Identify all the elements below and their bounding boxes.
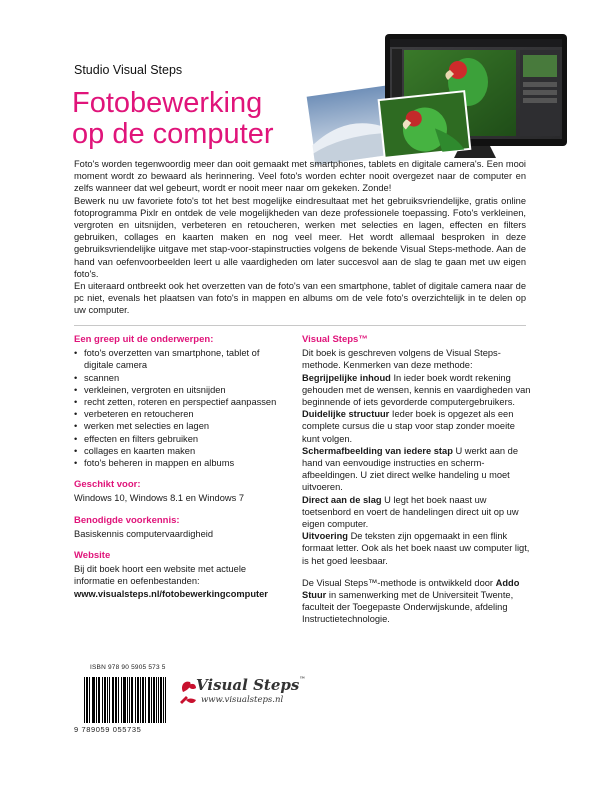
feature-text: In ieder boek wordt rekening gehouden met de wensen, kennis en vaardigheden van beginnende of iets gevorderde computergebruikers. bbox=[302, 372, 531, 408]
barcode-bar bbox=[145, 677, 146, 723]
suitable-text: Windows 10, Windows 8.1 en Windows 7 bbox=[74, 493, 244, 504]
logo-url: www.visualsteps.nl bbox=[201, 695, 284, 705]
list-item: • foto's beheren in mappen en albums bbox=[74, 457, 284, 469]
logo-name: Visual Steps bbox=[196, 676, 300, 694]
barcode-bar bbox=[156, 677, 157, 723]
website-heading: Website bbox=[74, 550, 111, 562]
barcode-bar bbox=[115, 677, 116, 723]
barcode-bar bbox=[112, 677, 113, 723]
barcode-bar bbox=[135, 677, 136, 723]
barcode-bar bbox=[140, 677, 141, 723]
feature-term: Direct aan de slag bbox=[302, 494, 382, 505]
barcode-bar bbox=[165, 677, 166, 723]
website-url[interactable]: www.visualsteps.nl/fotobewerkingcomputer bbox=[74, 588, 268, 599]
suitable-heading: Geschikt voor: bbox=[74, 479, 141, 491]
barcode-bar bbox=[143, 677, 144, 723]
feature-text: Ieder boek is opgezet als een complete cursus die u stap voor stap zonder moeite kunt volgen. bbox=[302, 409, 515, 444]
book-title bbox=[72, 88, 274, 150]
barcode-bar bbox=[107, 677, 108, 723]
feature-item bbox=[302, 530, 534, 567]
list-item: • werken met selecties en lagen bbox=[74, 420, 284, 432]
knowledge-block bbox=[74, 515, 284, 540]
barcode-bar bbox=[154, 677, 155, 723]
barcode-bar bbox=[131, 677, 132, 723]
barcode-bar bbox=[138, 677, 139, 723]
intro-paragraph: Foto's worden tegenwoordig meer dan ooit gemaakt met smartphones, tablets en digitale camera's. Een mooi moment wordt zo bewaard als herinnering. Veel foto's worden echter nooit overgezet naar de computer en zelfs wanneer dat wel gebeurt, wordt er nooit meer naar om gekeken. Zonde! bbox=[74, 159, 526, 194]
feature-term: Duidelijke structuur bbox=[302, 409, 390, 420]
feature-item bbox=[302, 445, 534, 494]
feature-item bbox=[302, 408, 534, 445]
barcode-icon bbox=[84, 677, 166, 723]
barcode-bar bbox=[123, 677, 124, 723]
barcode-bar bbox=[104, 677, 105, 723]
feature-item bbox=[302, 372, 534, 409]
knowledge-text: Basiskennis computervaardigheid bbox=[74, 528, 214, 539]
barcode-bar bbox=[124, 677, 125, 723]
barcode-bar bbox=[93, 677, 94, 723]
feature-term: Begrijpelijke inhoud bbox=[302, 372, 391, 383]
visual-steps-intro: Dit boek is geschreven volgens de Visual Steps-methode. Kenmerken van deze methode: bbox=[302, 348, 501, 371]
barcode-bar bbox=[118, 677, 119, 723]
barcode-bar bbox=[98, 677, 99, 723]
website-block bbox=[74, 550, 284, 600]
barcode-bar bbox=[142, 677, 143, 723]
intro-text bbox=[74, 158, 526, 317]
feature-item bbox=[302, 494, 534, 531]
barcode-bar bbox=[161, 677, 162, 723]
feature-text: De teksten zijn opgemaakt in een flink formaat letter. Ook als het boek naast uw computer ligt, is het goed leesbaar. bbox=[302, 531, 530, 566]
list-item: • scannen bbox=[74, 372, 284, 384]
barcode-bar bbox=[158, 677, 159, 723]
right-column bbox=[302, 334, 534, 626]
list-item: • verkleinen, vergroten en uitsnijden bbox=[74, 384, 284, 396]
logo-wordmark bbox=[196, 676, 305, 694]
barcode-bar bbox=[116, 677, 117, 723]
barcode-bar bbox=[102, 677, 103, 723]
isbn-label: ISBN 978 90 5905 573 5 bbox=[90, 664, 166, 671]
barcode-bar bbox=[127, 677, 128, 723]
barcode-bar bbox=[86, 677, 87, 723]
barcode-bar bbox=[105, 677, 106, 723]
website-text: Bij dit boek hoort een website met actuele informatie en oefenbestanden: bbox=[74, 564, 247, 587]
barcode-bar bbox=[160, 677, 161, 723]
barcode-bar bbox=[121, 677, 122, 723]
title-line-1: Fotobewerking bbox=[72, 87, 263, 119]
barcode-bar bbox=[94, 677, 95, 723]
barcode-bar bbox=[84, 677, 85, 723]
feature-term: Uitvoering bbox=[302, 531, 348, 542]
barcode-bar bbox=[96, 677, 97, 723]
barcode-bar bbox=[89, 677, 90, 723]
visual-steps-heading: Visual Steps™ bbox=[302, 334, 368, 345]
suitable-block bbox=[74, 479, 284, 504]
intro-paragraph: Bewerk nu uw favoriete foto's tot het best mogelijke eindresultaat met het gebruiksvriendelijke, gratis online fotoprogramma Pixlr en ontdek de vele mogelijkheden van deze professionele toepassing. Foto's verkleinen, vergroten en uitsnijden, verbeteren en retoucheren, werken met selecties en lagen, effecten en filters gebruiken, collages en kaarten maken en nog veel meer. Het wordt allemaal besproken in deze gebruiksvriendelijke uitgave met stap-voor-stapinstructies volgens de bekende Visual Steps-methode. Aan de hand van oefenvoorbeelden leert u alle vaardigheden om later succesvol aan de slag te gaan met uw eigen foto's. bbox=[74, 195, 526, 279]
barcode-bar bbox=[109, 677, 110, 723]
list-item: • foto's overzetten van smartphone, tablet of digitale camera bbox=[74, 347, 284, 371]
barcode-bar bbox=[163, 677, 164, 723]
list-item: • recht zetten, roteren en perspectief aanpassen bbox=[74, 396, 284, 408]
logo-tm: ™ bbox=[299, 676, 306, 683]
feature-text: U werkt aan de hand van eenvoudige instructies en scherm-afbeeldingen. U ziet direct welke handeling u moet uitvoeren. bbox=[302, 445, 518, 493]
intro-paragraph: En uiteraard ontbreekt ook het overzetten van de foto's van een smartphone, tablet of digitale camera naar de pc niet, evenals het plaatsen van foto's in mappen en albums om de vele foto's overzichtelijk in te delen op uw computer. bbox=[74, 281, 526, 316]
credit-name: Addo Stuur bbox=[302, 577, 520, 601]
credit-pre: De Visual Steps™-methode is ontwikkeld door bbox=[302, 577, 494, 588]
barcode-digits: 9 789059 055735 bbox=[74, 725, 142, 734]
topics-heading: Een greep uit de onderwerpen: bbox=[74, 334, 214, 345]
topics-list bbox=[74, 347, 284, 469]
feature-text: U legt het boek naast uw toetsenbord en voert de handelingen direct uit op uw eigen computer. bbox=[302, 494, 519, 530]
barcode-bar bbox=[148, 677, 149, 723]
left-column bbox=[74, 334, 284, 600]
barcode-bar bbox=[149, 677, 150, 723]
list-item: • effecten en filters gebruiken bbox=[74, 433, 284, 445]
barcode-bar bbox=[125, 677, 126, 723]
hero-illustration bbox=[290, 30, 572, 165]
feature-term: Schermafbeelding van iedere stap bbox=[302, 445, 453, 456]
barcode-bar bbox=[132, 677, 133, 723]
barcode-bar bbox=[92, 677, 93, 723]
barcode-bar bbox=[129, 677, 130, 723]
section-divider bbox=[74, 325, 526, 326]
list-item: • verbeteren en retoucheren bbox=[74, 408, 284, 420]
barcode-bar bbox=[151, 677, 152, 723]
list-item: • collages en kaarten maken bbox=[74, 445, 284, 457]
barcode-bar bbox=[113, 677, 114, 723]
publisher-name: Studio Visual Steps bbox=[74, 63, 183, 77]
barcode-bar bbox=[99, 677, 100, 723]
barcode-bar bbox=[137, 677, 138, 723]
credit-post: in samenwerking met de Universiteit Twente, faculteit der Toegepaste Onderwijskunde, afdeling Instructietechnologie. bbox=[302, 590, 514, 625]
barcode-bar bbox=[153, 677, 154, 723]
method-credit bbox=[302, 577, 534, 626]
parrot-photo bbox=[379, 91, 471, 158]
barcode-bar bbox=[87, 677, 88, 723]
title-line-2: op de computer bbox=[72, 118, 274, 150]
knowledge-heading: Benodigde voorkennis: bbox=[74, 514, 180, 526]
